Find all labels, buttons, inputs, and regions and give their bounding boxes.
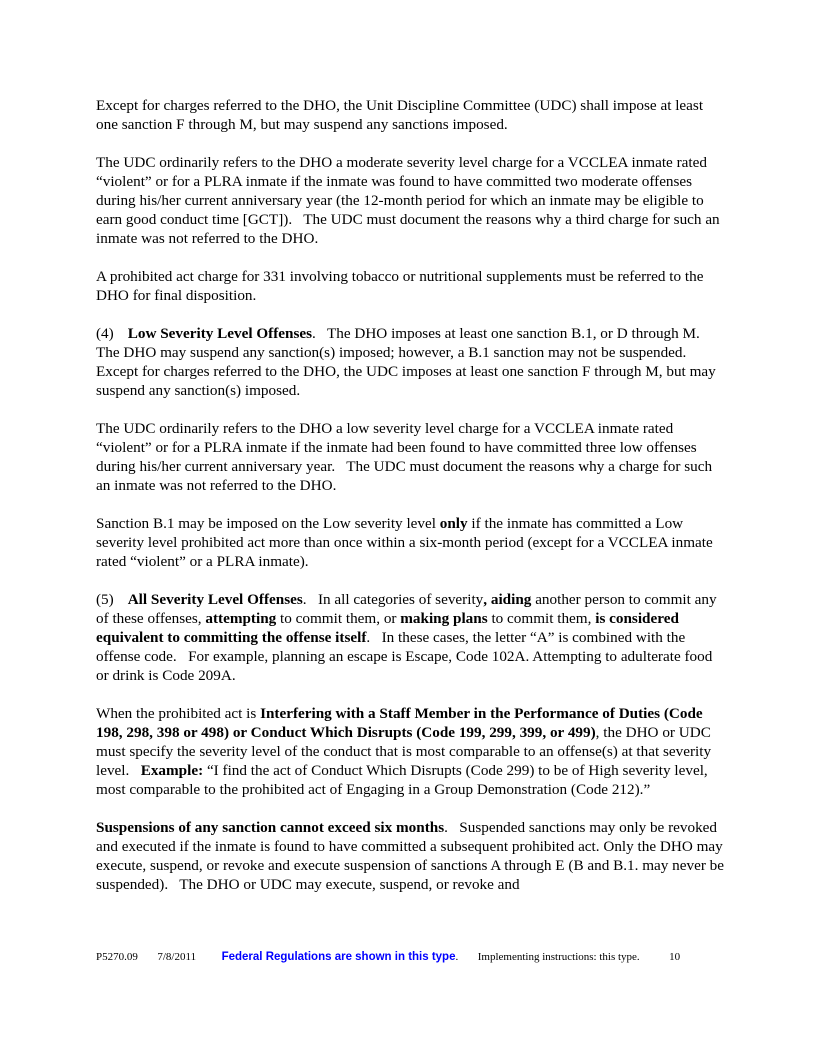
section-number: (4): [96, 325, 114, 342]
low-severity-text: . The DHO imposes at least one sanction B.1, or D through M. The DHO may suspend any sanction(s) imposed; however, a B.1 sanction may not be suspended. Except for charges referred to the DHO, the UDC imposes at least one sanction F through M, but may suspend any sanction(s) imposed.: [96, 325, 720, 399]
paragraph-all-severity: [96, 590, 726, 685]
bold-run: making plans: [400, 610, 488, 627]
section-heading-low-severity: Low Severity Level Offenses: [127, 325, 313, 342]
text-run: . In all categories of severity: [302, 591, 484, 608]
footer-period: .: [455, 951, 459, 963]
footer-federal-regulations-note: Federal Regulations are shown in this type: [221, 951, 456, 963]
paragraph-low-severity: [96, 324, 726, 400]
text-run: if the inmate has committed a Low severity level prohibited act more than once within a six-month period (except for a VCCLEA inmate rated “violent” or a PLRA inmate).: [96, 515, 713, 570]
text-run: “I find the act of Conduct Which Disrupts (Code 299) to be of High severity level, most comparable to the prohibited act of Engaging in a Group Demonstration (Code 212).”: [96, 762, 712, 798]
paragraph-moderate-referral: The UDC ordinarily refers to the DHO a moderate severity level charge for a VCCLEA inmate rated “violent” or for a PLRA inmate if the inmate was found to have committed two moderate offenses during his/her current anniversary year (the 12-month period for which an inmate may be eligible to earn good conduct time [GCT]). The UDC must document the reasons why a third charge for such an inmate was not referred to the DHO.: [96, 154, 724, 247]
text-run: another person to commit any of these offenses,: [96, 591, 721, 627]
text-run: . Suspended sanctions may only be revoked and executed if the inmate is found to have committed a subsequent prohibited act. Only the DHO may execute, suspend, or revoke and execute suspension of sanctions A through E (B and B.1. may never be suspended). The DHO or UDC may execute, suspend, or revoke and: [96, 819, 728, 893]
text-run: When the prohibited act is: [96, 705, 261, 722]
footer-implementing-note: Implementing instructions: this type.: [477, 951, 640, 963]
paragraph-interfering-conduct: [96, 704, 726, 799]
text-run: to commit them, or: [276, 610, 401, 627]
bold-run: attempting: [205, 610, 277, 627]
footer-date: 7/8/2011: [157, 951, 197, 963]
paragraph-low-referral: The UDC ordinarily refers to the DHO a low severity level charge for a VCCLEA inmate rated “violent” or for a PLRA inmate if the inmate had been found to have committed three low offenses during his/her current anniversary year. The UDC must document the reasons why a charge for such an inmate was not referred to the DHO.: [96, 420, 716, 494]
document-body: [96, 96, 726, 913]
bold-run: Suspensions of any sanction cannot exceed six months: [96, 819, 445, 836]
text-run: to commit them,: [487, 610, 596, 627]
footer-doc-id: P5270.09: [96, 951, 138, 963]
paragraph-331-referral: A prohibited act charge for 331 involving tobacco or nutritional supplements must be referred to the DHO for final disposition.: [96, 268, 704, 304]
bold-run: Interfering with a Staff Member in the Performance of Duties (Code 198, 298, 398 or 498) or Conduct Which Disrupts (Code 199, 299, 399, or 499): [96, 705, 707, 741]
section-number: (5): [96, 591, 114, 608]
bold-run: , aiding: [483, 591, 532, 608]
paragraph-udc-sanctions: Except for charges referred to the DHO, the Unit Discipline Committee (UDC) shall impose at least one sanction F through M, but may suspend any sanctions imposed.: [96, 97, 704, 133]
paragraph-b1-sanction: [96, 514, 726, 571]
bold-run: only: [439, 515, 468, 532]
section-heading-all-severity: All Severity Level Offenses: [127, 591, 303, 608]
text-run: , the DHO or UDC must specify the severity level of the conduct that is most comparable to an offense(s) at that severity level.: [96, 724, 715, 779]
page-footer: [96, 951, 726, 963]
text-run: Sanction B.1 may be imposed on the Low severity level: [96, 515, 440, 532]
bold-run: is considered equivalent to committing the offense itself: [96, 610, 683, 646]
text-run: . In these cases, the letter “A” is combined with the offense code. For example, planning an escape is Escape, Code 102A. Attempting to adulterate food or drink is Code 209A.: [96, 629, 717, 684]
bold-run: Example:: [140, 762, 204, 779]
footer-page-number: 10: [669, 951, 681, 963]
paragraph-suspensions: [96, 818, 726, 894]
